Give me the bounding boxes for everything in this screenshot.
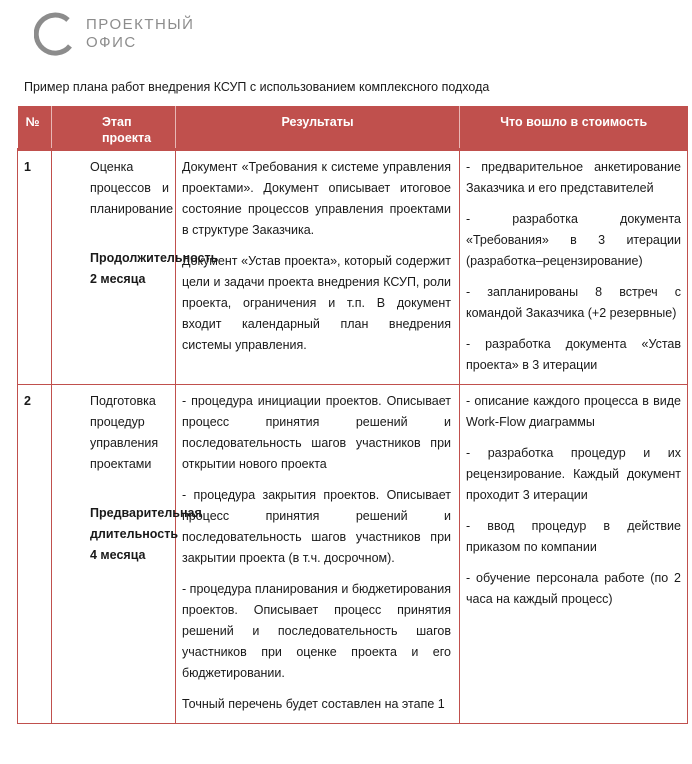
stage-name: Подготовка процедур управления проектами (90, 394, 159, 471)
stage-name: Оценка процессов и планирование (90, 160, 174, 216)
header-num: № (18, 106, 52, 150)
stage-duration: Предварительная длительность 4 месяца (90, 506, 202, 562)
result-item: - процедура планирования и бюджетирования проектов. Описывает процесс принятия решений и последовательность шагов участников при оценке проекта и его бюджетировании. (182, 582, 451, 680)
result-item: - процедура закрытия проектов. Описывает процесс принятия решений и последовательность шагов участников при закрытии проекта (в т.ч. досрочном). (182, 488, 451, 565)
stage-cell (52, 150, 219, 385)
logo-line-2: ОФИС (86, 34, 137, 51)
header-results: Результаты (176, 106, 460, 150)
table-header-row (18, 106, 688, 150)
document-caption: Пример плана работ внедрения КСУП с использованием комплексного подхода (24, 80, 490, 94)
logo-line-1: ПРОЕКТНЫЙ (86, 16, 195, 33)
cost-item: - обучение персонала работе (по 2 часа на каждый процесс) (466, 571, 681, 606)
cost-item: - описание каждого процесса в виде Work-Flow диаграммы (466, 394, 681, 429)
results-cell (176, 150, 460, 385)
result-item: - процедура инициации проектов. Описывает процесс принятия решений и последовательность шагов участников при открытии нового проекта (182, 394, 451, 471)
table-row (18, 385, 688, 724)
logo-ring-icon (34, 12, 78, 56)
stage-duration: Продолжительность 2 месяца (90, 251, 219, 286)
logo-text (86, 16, 194, 52)
result-item: Документ «Требования к системе управления проектами». Документ описывает итоговое состояние процессов управления проектами в структуре Заказчика. (182, 160, 451, 237)
cost-item: - ввод процедур в действие приказом по компании (466, 519, 681, 554)
row-number: 2 (18, 385, 52, 724)
header-stage: Этап проекта (52, 106, 176, 150)
logo (34, 12, 234, 56)
table-row (18, 150, 688, 385)
cost-item: - разработка процедур и их рецензирование. Каждый документ проходит 3 итерации (466, 446, 681, 502)
cost-item: - разработка документа «Требования» в 3 итерации (разработка–рецензирование) (466, 212, 681, 268)
cost-item: - предварительное анкетирование Заказчика и его представителей (466, 160, 681, 195)
header-cost: Что вошло в стоимость (460, 106, 688, 150)
work-plan-table (17, 106, 688, 724)
results-cell (176, 385, 460, 724)
row-number: 1 (18, 150, 52, 385)
cost-item: - разработка документа «Устав проекта» в 3 итерации (466, 337, 681, 372)
result-item: Документ «Устав проекта», который содержит цели и задачи проекта внедрения КСУП, роли проекта, ограничения и т.п. В документ входит календарный план внедрения системы управления. (182, 254, 451, 352)
cost-cell (460, 150, 688, 385)
stage-cell (52, 385, 202, 724)
cost-item: - запланированы 8 встреч с командой Заказчика (+2 резервные) (466, 285, 681, 320)
cost-cell (460, 385, 688, 724)
result-item: Точный перечень будет составлен на этапе 1 (182, 697, 445, 711)
